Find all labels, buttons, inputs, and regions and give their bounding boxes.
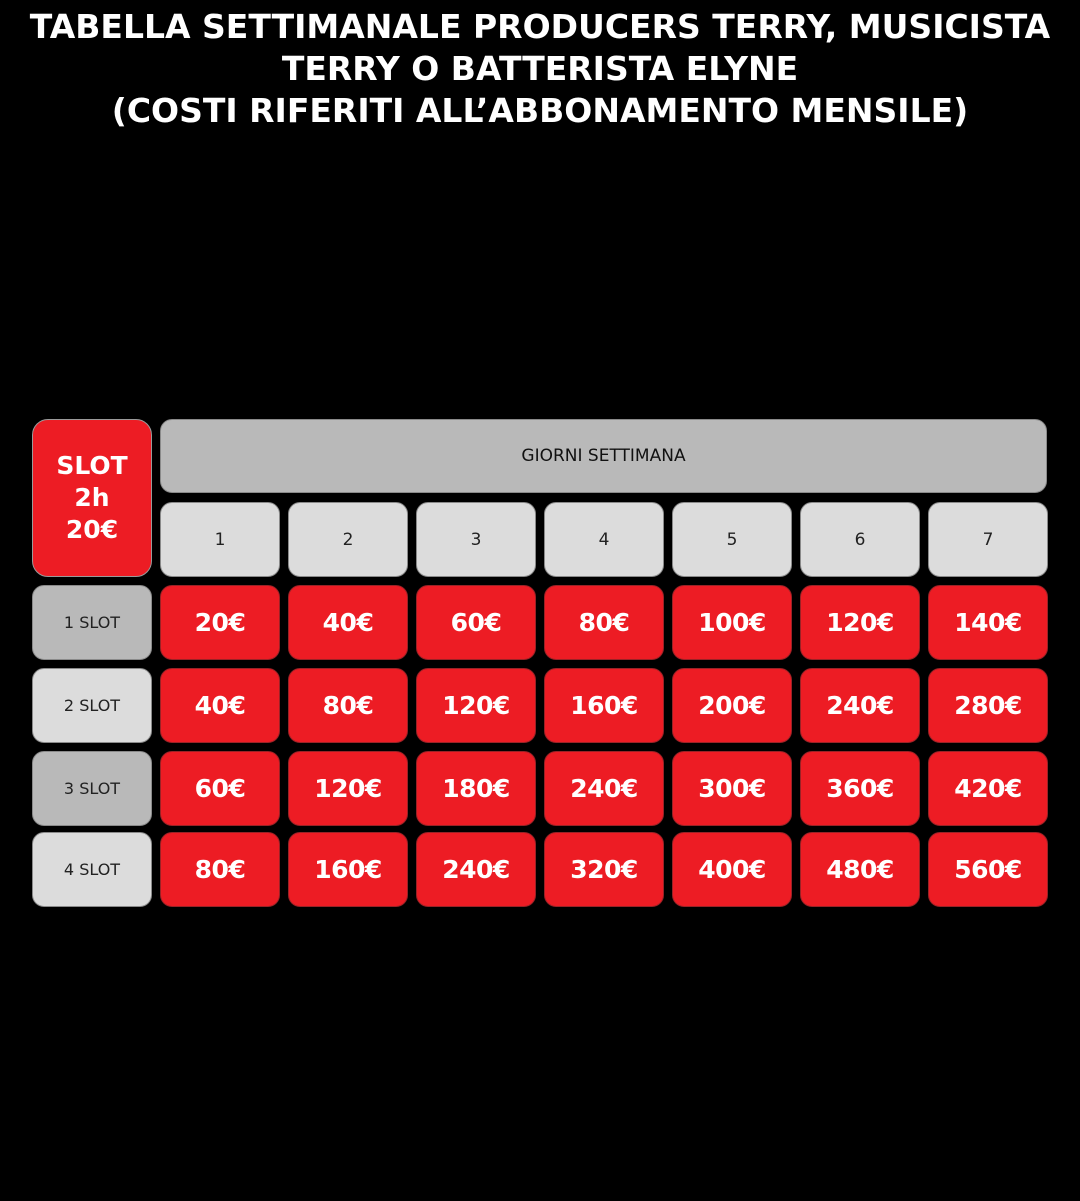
title-line-2: TERRY O BATTERISTA ELYNE xyxy=(281,49,799,88)
row-label-2-slot: 2 SLOT xyxy=(32,668,152,743)
price-cell: 120€ xyxy=(288,751,408,826)
price-cell: 40€ xyxy=(288,585,408,660)
row-label-3-slot: 3 SLOT xyxy=(32,751,152,826)
corner-line-3: 20€ xyxy=(65,515,119,544)
price-cell: 120€ xyxy=(416,668,536,743)
day-header-2: 2 xyxy=(288,502,408,577)
title-line-1: TABELLA SETTIMANALE PRODUCERS TERRY, MUSICISTA xyxy=(29,7,1051,46)
price-cell: 400€ xyxy=(672,832,792,907)
price-cell: 160€ xyxy=(544,668,664,743)
price-cell: 80€ xyxy=(288,668,408,743)
corner-line-2: 2h xyxy=(74,483,110,512)
price-cell: 60€ xyxy=(416,585,536,660)
day-header-4: 4 xyxy=(544,502,664,577)
price-cell: 300€ xyxy=(672,751,792,826)
price-cell: 100€ xyxy=(672,585,792,660)
price-cell: 280€ xyxy=(928,668,1048,743)
price-cell: 360€ xyxy=(800,751,920,826)
price-cell: 80€ xyxy=(544,585,664,660)
price-cell: 480€ xyxy=(800,832,920,907)
price-cell: 80€ xyxy=(160,832,280,907)
price-cell: 60€ xyxy=(160,751,280,826)
price-cell: 20€ xyxy=(160,585,280,660)
day-header-7: 7 xyxy=(928,502,1048,577)
price-cell: 240€ xyxy=(416,832,536,907)
title-line-3: (COSTI RIFERITI ALL’ABBONAMENTO MENSILE) xyxy=(111,91,969,130)
row-label-1-slot: 1 SLOT xyxy=(32,585,152,660)
page-title xyxy=(0,6,1080,132)
price-cell: 140€ xyxy=(928,585,1048,660)
price-cell: 320€ xyxy=(544,832,664,907)
days-header: GIORNI SETTIMANA xyxy=(160,419,1047,493)
day-header-6: 6 xyxy=(800,502,920,577)
corner-line-1: SLOT xyxy=(56,451,128,480)
slot-corner-badge xyxy=(32,419,152,577)
row-label-4-slot: 4 SLOT xyxy=(32,832,152,907)
price-cell: 240€ xyxy=(544,751,664,826)
price-cell: 560€ xyxy=(928,832,1048,907)
price-cell: 200€ xyxy=(672,668,792,743)
price-cell: 180€ xyxy=(416,751,536,826)
day-header-3: 3 xyxy=(416,502,536,577)
price-cell: 40€ xyxy=(160,668,280,743)
price-cell: 240€ xyxy=(800,668,920,743)
price-cell: 420€ xyxy=(928,751,1048,826)
day-header-1: 1 xyxy=(160,502,280,577)
price-cell: 120€ xyxy=(800,585,920,660)
price-cell: 160€ xyxy=(288,832,408,907)
day-header-5: 5 xyxy=(672,502,792,577)
